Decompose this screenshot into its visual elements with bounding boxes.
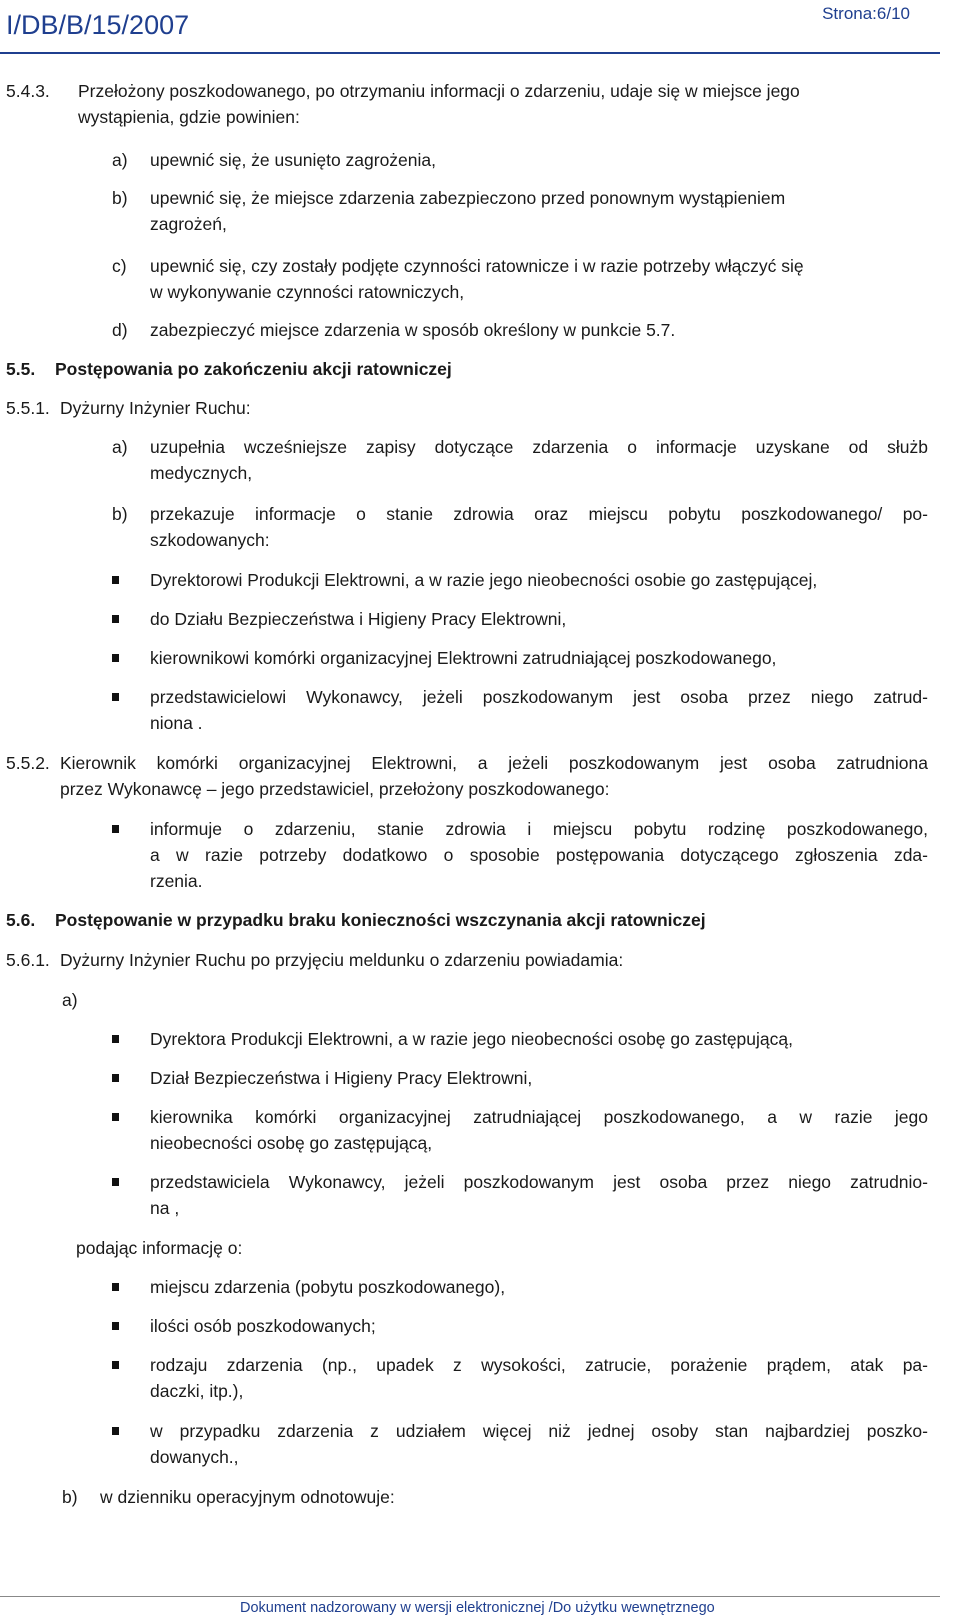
section-number: 5.6.: [6, 910, 36, 930]
list-item: upewnić się, że miejsce zdarzenia zabezpieczono przed ponownym wystąpieniem: [150, 188, 786, 208]
bullet-item: przedstawiciela Wykonawcy, jeżeli poszkodowanym jest osoba przez niego zatrudnio-: [150, 1172, 928, 1192]
bullet-item: nieobecności osobę go zastępującą,: [150, 1133, 433, 1153]
bullet-item: na ,: [150, 1198, 180, 1218]
page-number: Strona:6/10: [822, 4, 910, 23]
bullet-item: Dyrektora Produkcji Elektrowni, a w razie jego nieobecności osobę go zastępującą,: [150, 1029, 793, 1049]
bullet-icon: [112, 1322, 119, 1330]
bullet-icon: [112, 1113, 119, 1121]
bullet-item: miejscu zdarzenia (pobytu poszkodowanego),: [150, 1277, 506, 1297]
bullet-item: daczki, itp.),: [150, 1381, 244, 1401]
section-number: 5.5.1.: [6, 398, 50, 418]
bullet-item: w przypadku zdarzenia z udziałem więcej niż jednej osoby stan najbardziej poszko-: [150, 1421, 928, 1441]
footer-note: Dokument nadzorowany w wersji elektronicznej /Do użytku wewnętrznego: [240, 1600, 715, 1616]
bullet-icon: [112, 1283, 119, 1291]
document-id: I/DB/B/15/2007: [6, 10, 190, 40]
section-heading: Postępowania po zakończeniu akcji ratowniczej: [55, 359, 452, 379]
section-number: 5.5.: [6, 359, 36, 379]
bullet-item: przedstawicielowi Wykonawcy, jeżeli poszkodowanym jest osoba przez niego zatrud-: [150, 687, 928, 707]
list-item: w wykonywanie czynności ratowniczych,: [150, 282, 465, 302]
bullet-item: rzenia.: [150, 871, 203, 891]
list-item: szkodowanych:: [150, 530, 270, 550]
list-item: zagrożeń,: [150, 214, 227, 234]
bullet-icon: [112, 576, 119, 584]
bullet-icon: [112, 1074, 119, 1082]
item-label: d): [112, 320, 128, 340]
bullet-item: niona .: [150, 713, 203, 733]
item-label: b): [62, 1487, 78, 1507]
section-text: Przełożony poszkodowanego, po otrzymaniu informacji o zdarzeniu, udaje się w miejsce jego: [78, 81, 800, 101]
bullet-item: dowanych.,: [150, 1447, 239, 1467]
section-text: Dyżurny Inżynier Ruchu po przyjęciu meldunku o zdarzeniu powiadamia:: [60, 950, 624, 970]
item-label: b): [112, 504, 128, 524]
item-label: a): [112, 150, 128, 170]
bullet-item: Dyrektorowi Produkcji Elektrowni, a w razie jego nieobecności osobie go zastępującej,: [150, 570, 818, 590]
bullet-icon: [112, 1035, 119, 1043]
bullet-icon: [112, 1361, 119, 1369]
list-item: upewnić się, że usunięto zagrożenia,: [150, 150, 437, 170]
list-item: uzupełnia wcześniejsze zapisy dotyczące zdarzenia o informacje uzyskane od służb: [150, 437, 928, 457]
section-text: Dyżurny Inżynier Ruchu:: [60, 398, 251, 418]
section-heading: Postępowanie w przypadku braku konieczności wszczynania akcji ratowniczej: [55, 910, 706, 930]
list-item: upewnić się, czy zostały podjęte czynności ratownicze i w razie potrzeby włączyć się: [150, 256, 804, 276]
bullet-icon: [112, 825, 119, 833]
section-number: 5.6.1.: [6, 950, 50, 970]
bullet-icon: [112, 1427, 119, 1435]
list-item: zabezpieczyć miejsce zdarzenia w sposób określony w punkcie 5.7.: [150, 320, 676, 340]
bullet-item: do Działu Bezpieczeństwa i Higieny Pracy Elektrowni,: [150, 609, 567, 629]
item-label: c): [112, 256, 127, 276]
section-text: Kierownik komórki organizacyjnej Elektrowni, a jeżeli poszkodowanym jest osoba zatrudniona: [60, 753, 928, 773]
bullet-item: kierownika komórki organizacyjnej zatrudniającej poszkodowanego, a w razie jego: [150, 1107, 928, 1127]
info-intro: podając informację o:: [76, 1238, 243, 1258]
bullet-item: informuje o zdarzeniu, stanie zdrowia i miejscu pobytu rodzinę poszkodowanego,: [150, 819, 928, 839]
section-text: przez Wykonawcę – jego przedstawiciel, przełożony poszkodowanego:: [60, 779, 610, 799]
bullet-item: kierownikowi komórki organizacyjnej Elektrowni zatrudniającej poszkodowanego,: [150, 648, 777, 668]
header-rule: [0, 52, 940, 54]
list-item: w dzienniku operacyjnym odnotowuje:: [100, 1487, 395, 1507]
bullet-item: rodzaju zdarzenia (np., upadek z wysokości, zatrucie, porażenie prądem, atak pa-: [150, 1355, 928, 1375]
bullet-icon: [112, 1178, 119, 1186]
list-item: przekazuje informacje o stanie zdrowia oraz miejscu pobytu poszkodowanego/ po-: [150, 504, 928, 524]
bullet-item: a w razie potrzeby dodatkowo o sposobie postępowania dotyczącego zgłoszenia zda-: [150, 845, 928, 865]
bullet-icon: [112, 654, 119, 662]
bullet-item: ilości osób poszkodowanych;: [150, 1316, 376, 1336]
section-text: wystąpienia, gdzie powinien:: [78, 107, 300, 127]
bullet-icon: [112, 615, 119, 623]
bullet-icon: [112, 693, 119, 701]
item-label: a): [112, 437, 128, 457]
section-number: 5.4.3.: [6, 81, 50, 101]
section-number: 5.5.2.: [6, 753, 50, 773]
item-label: a): [62, 990, 78, 1010]
item-label: b): [112, 188, 128, 208]
list-item: medycznych,: [150, 463, 253, 483]
bullet-item: Dział Bezpieczeństwa i Higieny Pracy Elektrowni,: [150, 1068, 533, 1088]
footer-rule: [0, 1596, 940, 1597]
